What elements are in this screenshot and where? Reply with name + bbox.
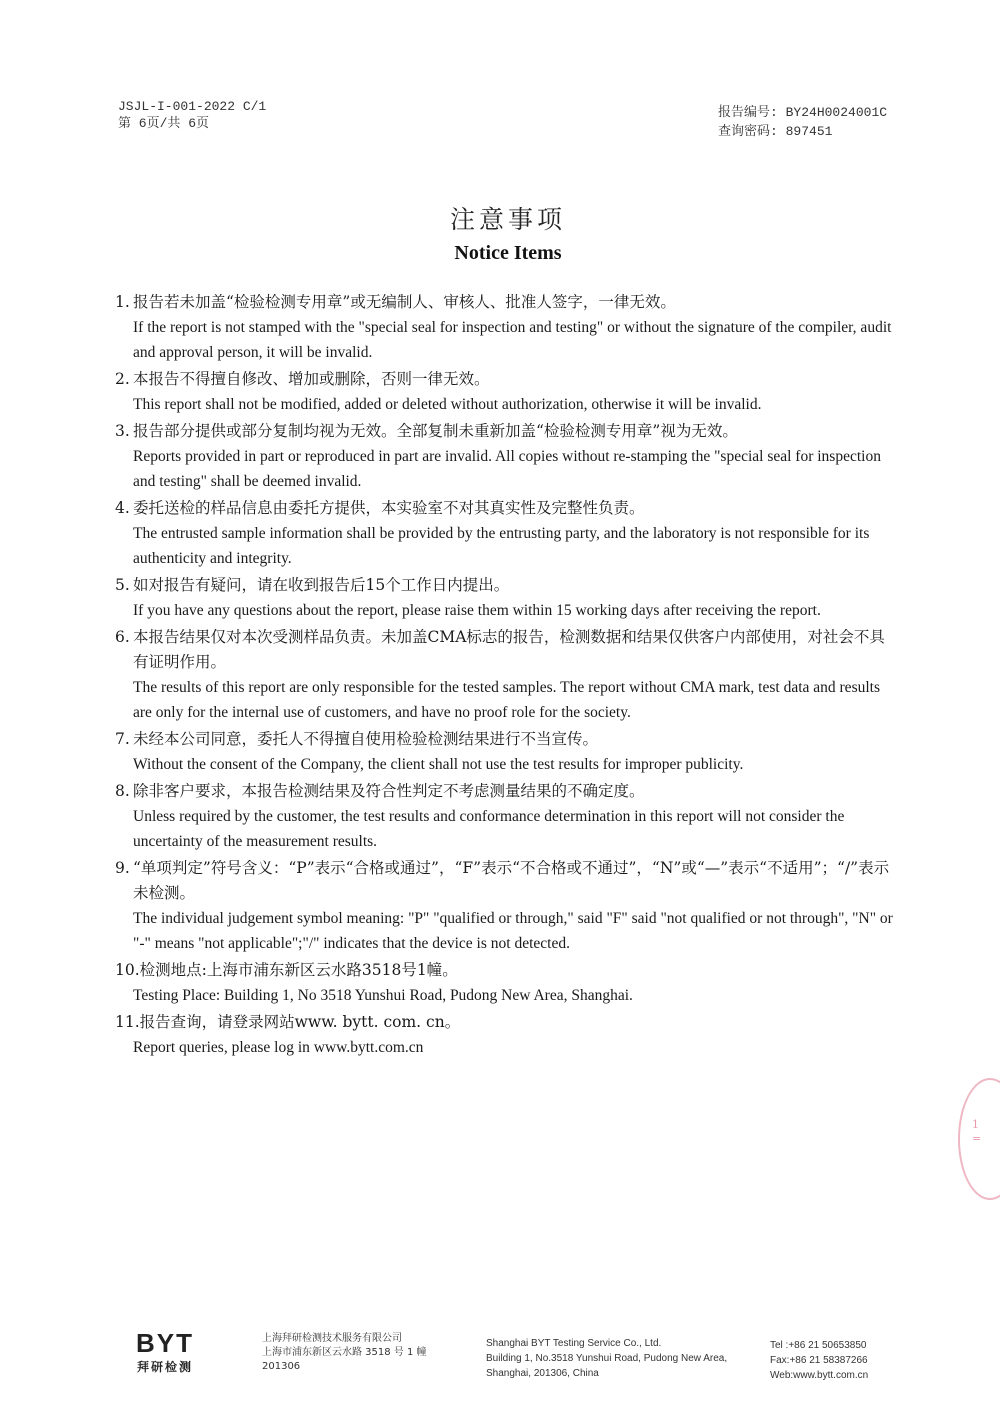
logo-letters: BYT — [136, 1328, 194, 1358]
item-text-en: Unless required by the customer, the test results and conformance determination in this report will not consider the uncertainty of the measurement results. — [133, 808, 845, 850]
notice-item-11 — [115, 1010, 895, 1060]
report-number-label: 报告编号: — [718, 105, 778, 120]
item-text-cn: 报告若未加盖“检验检测专用章”或无编制人、审核人、批准人签字，一律无效。 — [133, 293, 676, 311]
footer-contact — [770, 1338, 868, 1383]
fax: Fax:+86 21 58387266 — [770, 1355, 868, 1366]
item-number: 1. — [115, 293, 130, 311]
stamp-text: 1 = — [972, 1118, 982, 1145]
item-text-cn: 除非客户要求，本报告检测结果及符合性判定不考虑测量结果的不确定度。 — [133, 782, 645, 800]
item-number: 10. — [115, 961, 140, 979]
item-text-en: If you have any questions about the report, please raise them within 15 working days after receiving the report. — [133, 602, 821, 619]
item-number: 5. — [115, 576, 130, 594]
notice-item-5 — [115, 573, 895, 623]
address-cn-line-1: 上海市浦东新区云水路 3518 号 1 幢 — [262, 1347, 427, 1358]
item-text-en: This report shall not be modified, added or deleted without authorization, otherwise it will be invalid. — [133, 396, 762, 413]
item-text-en: If the report is not stamped with the "special seal for inspection and testing" or without the signature of the compiler, audit and approval person, it will be invalid. — [133, 319, 892, 361]
phone: Tel :+86 21 50653850 — [770, 1340, 867, 1351]
item-number: 2. — [115, 370, 130, 388]
doc-code: JSJL-I-001-2022 C/1 — [118, 99, 267, 114]
item-text-cn: 委托送检的样品信息由委托方提供，本实验室不对其真实性及完整性负责。 — [133, 499, 645, 517]
title-en: Notice Items — [454, 242, 562, 264]
notice-item-1 — [115, 290, 895, 365]
notice-item-8 — [115, 779, 895, 854]
notice-item-2 — [115, 367, 895, 417]
item-number: 4. — [115, 499, 130, 517]
report-number-row — [718, 103, 887, 122]
website: Web:www.bytt.com.cn — [770, 1370, 869, 1381]
seal-stamp-fragment — [958, 1078, 1000, 1200]
notice-list — [115, 290, 895, 1062]
page-info: 第 6页/共 6页 — [118, 116, 210, 131]
item-text-cn: 报告查询，请登录网站www. bytt. com. cn。 — [139, 1013, 461, 1031]
item-text-en: Reports provided in part or reproduced in part are invalid. All copies without re-stamping the "special seal for inspection and testing" shall be deemed invalid. — [133, 448, 881, 490]
notice-item-3 — [115, 419, 895, 494]
report-number: BY24H0024001C — [785, 105, 888, 120]
header-right — [718, 103, 887, 141]
notice-item-7 — [115, 727, 895, 777]
item-number: 9. — [115, 859, 130, 877]
item-text-cn: 未经本公司同意，委托人不得擅自使用检验检测结果进行不当宣传。 — [133, 730, 599, 748]
item-number: 3. — [115, 422, 130, 440]
notice-item-6 — [115, 625, 895, 725]
company-name-en: Shanghai BYT Testing Service Co., Ltd. — [486, 1338, 662, 1349]
item-text-en: The individual judgement symbol meaning: "P" "qualified or through," said "F" said "not qualified or not through", "N" or "-" means "not applicable";"/" indicates that the device is not detected. — [133, 910, 893, 952]
item-text-cn: 如对报告有疑问，请在收到报告后15个工作日内提出。 — [133, 576, 510, 594]
item-text-cn: 本报告不得擅自修改、增加或删除，否则一律无效。 — [133, 370, 490, 388]
logo-cn-text: 拜研检测 — [136, 1360, 193, 1374]
footer — [0, 1328, 1000, 1388]
item-text-cn: 检测地点:上海市浦东新区云水路3518号1幢。 — [139, 961, 458, 979]
item-number: 11. — [115, 1013, 140, 1031]
company-name-cn: 上海拜研检测技术服务有限公司 — [262, 1333, 402, 1344]
item-number: 8. — [115, 782, 130, 800]
address-en-line-2: Shanghai, 201306, China — [486, 1368, 599, 1379]
item-text-en: The results of this report are only responsible for the tested samples. The report without CMA mark, test data and results are only for the internal use of customers, and have no proof role for the society. — [133, 679, 880, 721]
item-number: 6. — [115, 628, 130, 646]
address-en-line-1: Building 1, No.3518 Yunshui Road, Pudong New Area, — [486, 1353, 728, 1364]
query-password: 897451 — [785, 124, 833, 139]
notice-item-9 — [115, 856, 895, 956]
query-password-label: 查询密码: — [718, 124, 778, 139]
item-text-cn: 报告部分提供或部分复制均视为无效。全部复制未重新加盖“检验检测专用章”视为无效。 — [133, 422, 738, 440]
footer-address-en — [486, 1336, 727, 1381]
item-text-en: Without the consent of the Company, the client shall not use the test results for improper publicity. — [133, 756, 744, 773]
item-text-cn: “单项判定”符号含义：“P”表示“合格或通过”，“F”表示“不合格或不通过”，“N”或“—”表示“不适用”；“/”表示未检测。 — [133, 859, 890, 902]
item-text-en: Testing Place: Building 1, No 3518 Yunshui Road, Pudong New Area, Shanghai. — [133, 987, 633, 1004]
item-text-en: The entrusted sample information shall be provided by the entrusting party, and the laboratory is not responsible for its authenticity and integrity. — [133, 525, 870, 567]
title-cn: 注意事项 — [449, 205, 566, 234]
notice-item-10 — [115, 958, 895, 1008]
footer-address-cn — [262, 1332, 427, 1374]
header-left — [118, 98, 266, 132]
company-logo — [115, 1328, 215, 1378]
item-text-cn: 本报告结果仅对本次受测样品负责。未加盖CMA标志的报告，检测数据和结果仅供客户内部使用，对社会不具有证明作用。 — [133, 628, 885, 671]
address-cn-line-2: 201306 — [262, 1361, 301, 1372]
item-number: 7. — [115, 730, 130, 748]
notice-item-4 — [115, 496, 895, 571]
item-text-en: Report queries, please log in www.bytt.com.cn — [133, 1039, 424, 1056]
query-password-row — [718, 122, 887, 141]
